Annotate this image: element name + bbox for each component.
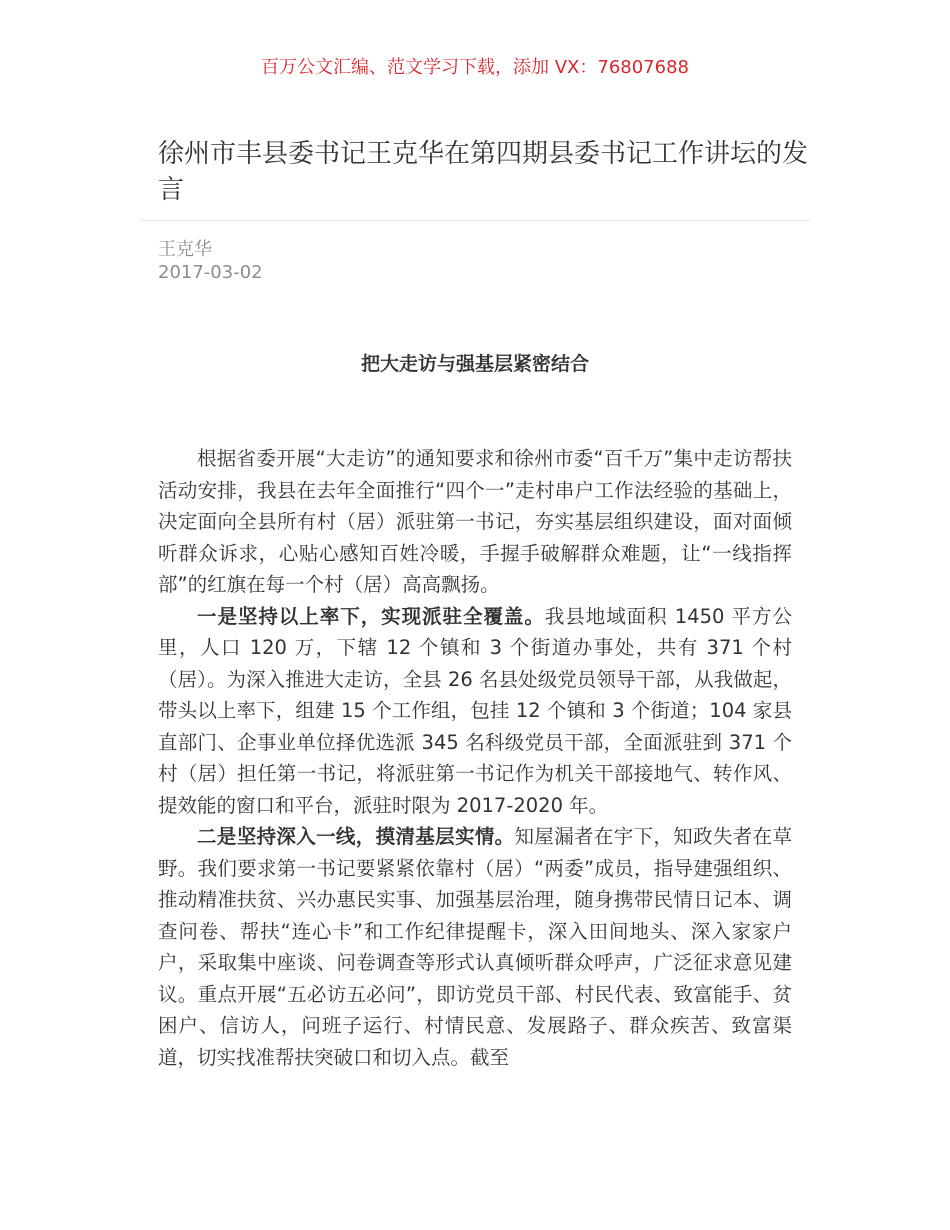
article-meta: [158, 238, 263, 284]
title-divider: [140, 220, 810, 221]
article-date: 2017-03-02: [158, 262, 263, 283]
paragraph-text: 知屋漏者在宇下，知政失者在草野。我们要求第一书记要紧紧依靠村（居）“两委”成员，指导建强组织、推动精准扶贫、兴办惠民实事、加强基层治理，随身携带民情日记本、调查问卷、帮扶“连心卡”和工作纪律提醒卡，深入田间地头、深入家家户户，采取集中座谈、问卷调查等形式认真倾听群众呼声，广泛征求意见建议。重点开展“五必访五必问”，即访党员干部、村民代表、致富能手、贫困户、信访人，问班子运行、村情民意、发展路子、群众疾苦、致富渠道，切实找准帮扶突破口和切入点。截至: [158, 825, 792, 1069]
download-banner: 百万公文汇编、范文学习下载，添加 VX：76807688: [261, 57, 689, 78]
paragraph-lead: 一是坚持以上率下，实现派驻全覆盖。: [197, 604, 545, 628]
paragraph-point-2: [158, 821, 792, 1073]
paragraph-lead: 二是坚持深入一线，摸清基层实情。: [197, 825, 515, 848]
paragraph-point-1: [158, 601, 792, 822]
article-title: 徐州市丰县委书记王克华在第四期县委书记工作讲坛的发言: [158, 139, 809, 205]
paragraph-intro: [158, 443, 792, 601]
article-body: [158, 443, 792, 1073]
paragraph-text: 根据省委开展“大走访”的通知要求和徐州市委“百千万”集中走访帮扶活动安排，我县在去年全面推行“四个一”走村串户工作法经验的基础上，决定面向全县所有村（居）派驻第一书记，夯实基层组织建设，面对面倾听群众诉求，心贴心感知百姓冷暖，手握手破解群众难题，让“一线指挥部”的红旗在每一个村（居）高高飘扬。: [158, 447, 792, 596]
article-author: 王克华: [158, 239, 212, 260]
section-heading: 把大走访与强基层紧密结合: [360, 353, 589, 375]
paragraph-text: 我县地域面积 1450 平方公里，人口 120 万，下辖 12 个镇和 3 个街道办事处，共有 371 个村（居）。为深入推进大走访，全县 26 名县处级党员领导干部，从我做起，带头以上率下，组建 15 个工作组，包挂 12 个镇和 3 个街道；104 家县直部门、企事业单位择优选派 345 名科级党员干部，全面派驻到 371 个村（居）担任第一书记，将派驻第一书记作为机关干部接地气、转作风、提效能的窗口和平台，派驻时限为 2017-2020 年。: [158, 604, 792, 817]
